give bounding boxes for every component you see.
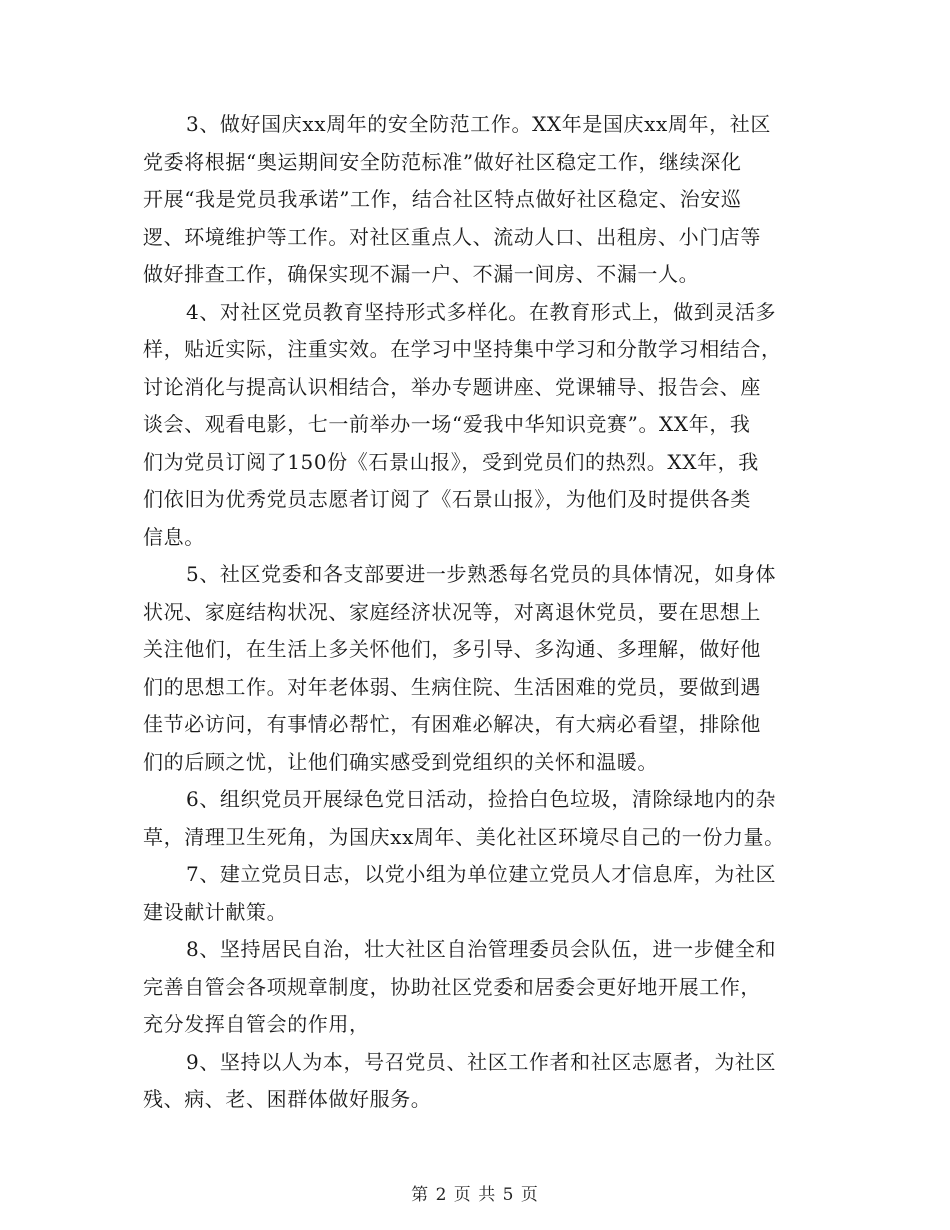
paragraph-item-7 — [143, 856, 813, 931]
text-line: 佳节必访问，有事情必帮忙，有困难必解决，有大病必看望，排除他 — [143, 712, 761, 736]
text-line: 们的思想工作。对年老体弱、生病住院、生活困难的党员，要做到遇 — [143, 674, 761, 699]
text-line: 充分发挥自管会的作用， — [143, 1012, 370, 1036]
text-line: 样，贴近实际，注重实效。在学习中坚持集中学习和分散学习相结合， — [143, 337, 782, 361]
text-line: 5、社区党委和各支部要进一步熟悉每名党员的具体情况，如身体 — [186, 562, 777, 586]
paragraph-item-4 — [143, 294, 813, 557]
document-body — [143, 106, 813, 1119]
paragraph-item-9 — [143, 1044, 813, 1119]
text-line: 8、坚持居民自治，壮大社区自治管理委员会队伍，进一步健全和 — [186, 937, 777, 961]
text-line: 建设献计献策。 — [143, 899, 288, 924]
text-line: 谈会、观看电影，七一前举办一场“爱我中华知识竞赛”。XX年，我 — [143, 412, 751, 436]
page-number-footer: 第 2 页 共 5 页 — [411, 1185, 539, 1205]
text-line: 讨论消化与提高认识相结合，举办专题讲座、党课辅导、报告会、座 — [143, 374, 761, 399]
text-line: 9、坚持以人为本，号召党员、社区工作者和社区志愿者，为社区 — [186, 1049, 777, 1074]
text-line: 们依旧为优秀党员志愿者订阅了《石景山报》，为他们及时提供各类 — [143, 487, 751, 511]
text-line: 逻、环境维护等工作。对社区重点人、流动人口、出租房、小门店等 — [143, 224, 761, 249]
paragraph-item-3 — [143, 106, 813, 294]
text-line: 做好排查工作，确保实现不漏一户、不漏一间房、不漏一人。 — [143, 262, 700, 286]
text-line: 们为党员订阅了150份《石景山报》，受到党员们的热烈。XX年，我 — [143, 449, 759, 474]
text-line: 残、病、老、困群体做好服务。 — [143, 1087, 432, 1111]
text-line: 信息。 — [143, 524, 205, 549]
text-line: 开展“我是党员我承诺”工作，结合社区特点做好社区稳定、治安巡 — [143, 187, 742, 211]
paragraph-item-6 — [143, 781, 813, 856]
text-line: 3、做好国庆xx周年的安全防范工作。XX年是国庆xx周年，社区 — [186, 112, 771, 136]
text-line: 们的后顾之忧，让他们确实感受到党组织的关怀和温暖。 — [143, 749, 658, 774]
text-line: 7、建立党员日志，以党小组为单位建立党员人才信息库，为社区 — [186, 862, 777, 886]
text-line: 4、对社区党员教育坚持形式多样化。在教育形式上，做到灵活多 — [186, 299, 777, 324]
text-line: 关注他们，在生活上多关怀他们，多引导、多沟通、多理解，做好他 — [143, 637, 761, 661]
text-line: 草，清理卫生死角，为国庆xx周年、美化社区环境尽自己的一份力量。 — [143, 824, 785, 849]
text-line: 完善自管会各项规章制度，协助社区党委和居委会更好地开展工作， — [143, 974, 761, 999]
paragraph-item-8 — [143, 931, 813, 1044]
text-line: 党委将根据“奥运期间安全防范标准”做好社区稳定工作，继续深化 — [143, 149, 742, 174]
text-line: 状况、家庭结构状况、家庭经济状况等，对离退休党员，要在思想上 — [143, 599, 761, 624]
paragraph-item-5 — [143, 556, 813, 781]
text-line: 6、组织党员开展绿色党日活动，捡拾白色垃圾，清除绿地内的杂 — [186, 787, 777, 811]
